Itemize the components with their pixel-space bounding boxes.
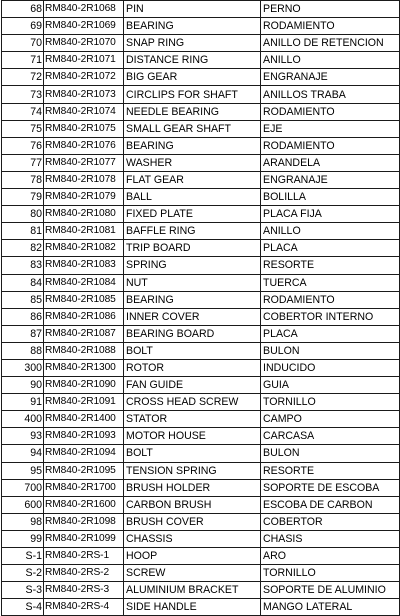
table-row bbox=[2, 342, 400, 359]
part-code-cell: RM840-2R1094 bbox=[44, 445, 124, 462]
english-description-cell: FLAT GEAR bbox=[124, 171, 261, 188]
english-description-cell: CHASSIS bbox=[124, 530, 261, 547]
table-row bbox=[2, 18, 400, 35]
item-number-cell: 88 bbox=[2, 342, 44, 359]
table-row bbox=[2, 86, 400, 103]
spanish-description-cell: COBERTOR INTERNO bbox=[261, 308, 400, 325]
spanish-description-cell: ANILLO bbox=[261, 52, 400, 69]
table-row bbox=[2, 206, 400, 223]
spanish-description-cell: ANILLO bbox=[261, 223, 400, 240]
spanish-description-cell: CAMPO bbox=[261, 411, 400, 428]
item-number-cell: 78 bbox=[2, 171, 44, 188]
item-number-cell: 98 bbox=[2, 513, 44, 530]
table-row bbox=[2, 240, 400, 257]
table-row bbox=[2, 35, 400, 52]
table-row bbox=[2, 308, 400, 325]
item-number-cell: 85 bbox=[2, 291, 44, 308]
table-row bbox=[2, 154, 400, 171]
table-row bbox=[2, 496, 400, 513]
english-description-cell: SIDE HANDLE bbox=[124, 599, 261, 616]
english-description-cell: WASHER bbox=[124, 154, 261, 171]
table-row bbox=[2, 359, 400, 376]
item-number-cell: 73 bbox=[2, 86, 44, 103]
english-description-cell: BAFFLE RING bbox=[124, 223, 261, 240]
english-description-cell: MOTOR HOUSE bbox=[124, 428, 261, 445]
item-number-cell: 700 bbox=[2, 479, 44, 496]
table-row bbox=[2, 1, 400, 18]
part-code-cell: RM840-2R1098 bbox=[44, 513, 124, 530]
english-description-cell: CIRCLIPS FOR SHAFT bbox=[124, 86, 261, 103]
english-description-cell: BRUSH COVER bbox=[124, 513, 261, 530]
item-number-cell: 77 bbox=[2, 154, 44, 171]
table-row bbox=[2, 52, 400, 69]
item-number-cell: 300 bbox=[2, 359, 44, 376]
spanish-description-cell: INDUCIDO bbox=[261, 359, 400, 376]
spanish-description-cell: ARO bbox=[261, 548, 400, 565]
spanish-description-cell: COBERTOR bbox=[261, 513, 400, 530]
item-number-cell: 600 bbox=[2, 496, 44, 513]
table-row bbox=[2, 103, 400, 120]
english-description-cell: NEEDLE BEARING bbox=[124, 103, 261, 120]
english-description-cell: PIN bbox=[124, 1, 261, 18]
spanish-description-cell: RODAMIENTO bbox=[261, 137, 400, 154]
spanish-description-cell: RESORTE bbox=[261, 257, 400, 274]
spanish-description-cell: MANGO LATERAL bbox=[261, 599, 400, 616]
table-row bbox=[2, 257, 400, 274]
part-code-cell: RM840-2R1072 bbox=[44, 69, 124, 86]
spanish-description-cell: TORNILLO bbox=[261, 394, 400, 411]
table-row bbox=[2, 394, 400, 411]
item-number-cell: 74 bbox=[2, 103, 44, 120]
english-description-cell: SMALL GEAR SHAFT bbox=[124, 120, 261, 137]
item-number-cell: 90 bbox=[2, 377, 44, 394]
spanish-description-cell: PLACA bbox=[261, 325, 400, 342]
part-code-cell: RM840-2R1070 bbox=[44, 35, 124, 52]
part-code-cell: RM840-2R1085 bbox=[44, 291, 124, 308]
table-row bbox=[2, 445, 400, 462]
item-number-cell: 99 bbox=[2, 530, 44, 547]
part-code-cell: RM840-2R1071 bbox=[44, 52, 124, 69]
spanish-description-cell: CHASIS bbox=[261, 530, 400, 547]
item-number-cell: 75 bbox=[2, 120, 44, 137]
table-row bbox=[2, 189, 400, 206]
spanish-description-cell: PLACA FIJA bbox=[261, 206, 400, 223]
english-description-cell: TRIP BOARD bbox=[124, 240, 261, 257]
english-description-cell: HOOP bbox=[124, 548, 261, 565]
table-row bbox=[2, 171, 400, 188]
item-number-cell: 80 bbox=[2, 206, 44, 223]
table-row bbox=[2, 479, 400, 496]
spanish-description-cell: TORNILLO bbox=[261, 565, 400, 582]
spanish-description-cell: ANILLO DE RETENCION bbox=[261, 35, 400, 52]
english-description-cell: INNER COVER bbox=[124, 308, 261, 325]
table-row bbox=[2, 291, 400, 308]
item-number-cell: 91 bbox=[2, 394, 44, 411]
spanish-description-cell: ESCOBA DE CARBON bbox=[261, 496, 400, 513]
table-row bbox=[2, 530, 400, 547]
part-code-cell: RM840-2R1083 bbox=[44, 257, 124, 274]
english-description-cell: BOLT bbox=[124, 342, 261, 359]
english-description-cell: BALL bbox=[124, 189, 261, 206]
english-description-cell: ROTOR bbox=[124, 359, 261, 376]
english-description-cell: BRUSH HOLDER bbox=[124, 479, 261, 496]
spanish-description-cell: BOLILLA bbox=[261, 189, 400, 206]
part-code-cell: RM840-2R1079 bbox=[44, 189, 124, 206]
english-description-cell: BEARING bbox=[124, 18, 261, 35]
english-description-cell: NUT bbox=[124, 274, 261, 291]
table-row bbox=[2, 513, 400, 530]
item-number-cell: 79 bbox=[2, 189, 44, 206]
part-code-cell: RM840-2R1088 bbox=[44, 342, 124, 359]
english-description-cell: BEARING BOARD bbox=[124, 325, 261, 342]
item-number-cell: 82 bbox=[2, 240, 44, 257]
table-row bbox=[2, 325, 400, 342]
spanish-description-cell: ARANDELA bbox=[261, 154, 400, 171]
table-row bbox=[2, 565, 400, 582]
spanish-description-cell: ENGRANAJE bbox=[261, 69, 400, 86]
part-code-cell: RM840-2R1077 bbox=[44, 154, 124, 171]
item-number-cell: S-3 bbox=[2, 582, 44, 599]
english-description-cell: CARBON BRUSH bbox=[124, 496, 261, 513]
english-description-cell: SPRING bbox=[124, 257, 261, 274]
english-description-cell: FAN GUIDE bbox=[124, 377, 261, 394]
spanish-description-cell: RODAMIENTO bbox=[261, 291, 400, 308]
part-code-cell: RM840-2R1080 bbox=[44, 206, 124, 223]
part-code-cell: RM840-2R1300 bbox=[44, 359, 124, 376]
part-code-cell: RM840-2RS-4 bbox=[44, 599, 124, 616]
item-number-cell: 400 bbox=[2, 411, 44, 428]
spanish-description-cell: TUERCA bbox=[261, 274, 400, 291]
part-code-cell: RM840-2R1075 bbox=[44, 120, 124, 137]
item-number-cell: 95 bbox=[2, 462, 44, 479]
part-code-cell: RM840-2R1600 bbox=[44, 496, 124, 513]
part-code-cell: RM840-2RS-3 bbox=[44, 582, 124, 599]
spanish-description-cell: PERNO bbox=[261, 1, 400, 18]
english-description-cell: TENSION SPRING bbox=[124, 462, 261, 479]
table-row bbox=[2, 137, 400, 154]
english-description-cell: BEARING bbox=[124, 291, 261, 308]
part-code-cell: RM840-2R1090 bbox=[44, 377, 124, 394]
part-code-cell: RM840-2R1099 bbox=[44, 530, 124, 547]
parts-table bbox=[1, 0, 400, 616]
table-row bbox=[2, 462, 400, 479]
part-code-cell: RM840-2R1095 bbox=[44, 462, 124, 479]
item-number-cell: 87 bbox=[2, 325, 44, 342]
part-code-cell: RM840-2R1074 bbox=[44, 103, 124, 120]
part-code-cell: RM840-2R1078 bbox=[44, 171, 124, 188]
parts-table-body bbox=[2, 1, 400, 616]
table-row bbox=[2, 411, 400, 428]
part-code-cell: RM840-2R1084 bbox=[44, 274, 124, 291]
spanish-description-cell: GUIA bbox=[261, 377, 400, 394]
table-row bbox=[2, 223, 400, 240]
part-code-cell: RM840-2R1068 bbox=[44, 1, 124, 18]
item-number-cell: 94 bbox=[2, 445, 44, 462]
english-description-cell: FIXED PLATE bbox=[124, 206, 261, 223]
spanish-description-cell: CARCASA bbox=[261, 428, 400, 445]
item-number-cell: S-4 bbox=[2, 599, 44, 616]
item-number-cell: 72 bbox=[2, 69, 44, 86]
part-code-cell: RM840-2R1087 bbox=[44, 325, 124, 342]
spanish-description-cell: EJE bbox=[261, 120, 400, 137]
english-description-cell: DISTANCE RING bbox=[124, 52, 261, 69]
item-number-cell: 68 bbox=[2, 1, 44, 18]
english-description-cell: BIG GEAR bbox=[124, 69, 261, 86]
spanish-description-cell: BULON bbox=[261, 342, 400, 359]
english-description-cell: ALUMINIUM BRACKET bbox=[124, 582, 261, 599]
item-number-cell: 81 bbox=[2, 223, 44, 240]
english-description-cell: SCREW bbox=[124, 565, 261, 582]
spanish-description-cell: RODAMIENTO bbox=[261, 18, 400, 35]
table-row bbox=[2, 120, 400, 137]
table-row bbox=[2, 599, 400, 616]
part-code-cell: RM840-2R1082 bbox=[44, 240, 124, 257]
item-number-cell: 93 bbox=[2, 428, 44, 445]
part-code-cell: RM840-2R1073 bbox=[44, 86, 124, 103]
spanish-description-cell: ANILLOS TRABA bbox=[261, 86, 400, 103]
item-number-cell: 69 bbox=[2, 18, 44, 35]
english-description-cell: SNAP RING bbox=[124, 35, 261, 52]
table-row bbox=[2, 377, 400, 394]
part-code-cell: RM840-2R1076 bbox=[44, 137, 124, 154]
english-description-cell: STATOR bbox=[124, 411, 261, 428]
item-number-cell: 86 bbox=[2, 308, 44, 325]
part-code-cell: RM840-2R1081 bbox=[44, 223, 124, 240]
item-number-cell: 83 bbox=[2, 257, 44, 274]
spanish-description-cell: SOPORTE DE ESCOBA bbox=[261, 479, 400, 496]
part-code-cell: RM840-2R1069 bbox=[44, 18, 124, 35]
table-row bbox=[2, 582, 400, 599]
english-description-cell: BOLT bbox=[124, 445, 261, 462]
item-number-cell: 76 bbox=[2, 137, 44, 154]
table-row bbox=[2, 428, 400, 445]
part-code-cell: RM840-2RS-1 bbox=[44, 548, 124, 565]
item-number-cell: 84 bbox=[2, 274, 44, 291]
spanish-description-cell: PLACA bbox=[261, 240, 400, 257]
spanish-description-cell: ENGRANAJE bbox=[261, 171, 400, 188]
part-code-cell: RM840-2RS-2 bbox=[44, 565, 124, 582]
spanish-description-cell: RESORTE bbox=[261, 462, 400, 479]
item-number-cell: 70 bbox=[2, 35, 44, 52]
item-number-cell: S-2 bbox=[2, 565, 44, 582]
part-code-cell: RM840-2R1400 bbox=[44, 411, 124, 428]
table-row bbox=[2, 548, 400, 565]
part-code-cell: RM840-2R1093 bbox=[44, 428, 124, 445]
english-description-cell: BEARING bbox=[124, 137, 261, 154]
english-description-cell: CROSS HEAD SCREW bbox=[124, 394, 261, 411]
part-code-cell: RM840-2R1091 bbox=[44, 394, 124, 411]
part-code-cell: RM840-2R1700 bbox=[44, 479, 124, 496]
item-number-cell: S-1 bbox=[2, 548, 44, 565]
spanish-description-cell: SOPORTE DE ALUMINIO bbox=[261, 582, 400, 599]
part-code-cell: RM840-2R1086 bbox=[44, 308, 124, 325]
table-row bbox=[2, 274, 400, 291]
table-row bbox=[2, 69, 400, 86]
item-number-cell: 71 bbox=[2, 52, 44, 69]
spanish-description-cell: BULON bbox=[261, 445, 400, 462]
spanish-description-cell: RODAMIENTO bbox=[261, 103, 400, 120]
